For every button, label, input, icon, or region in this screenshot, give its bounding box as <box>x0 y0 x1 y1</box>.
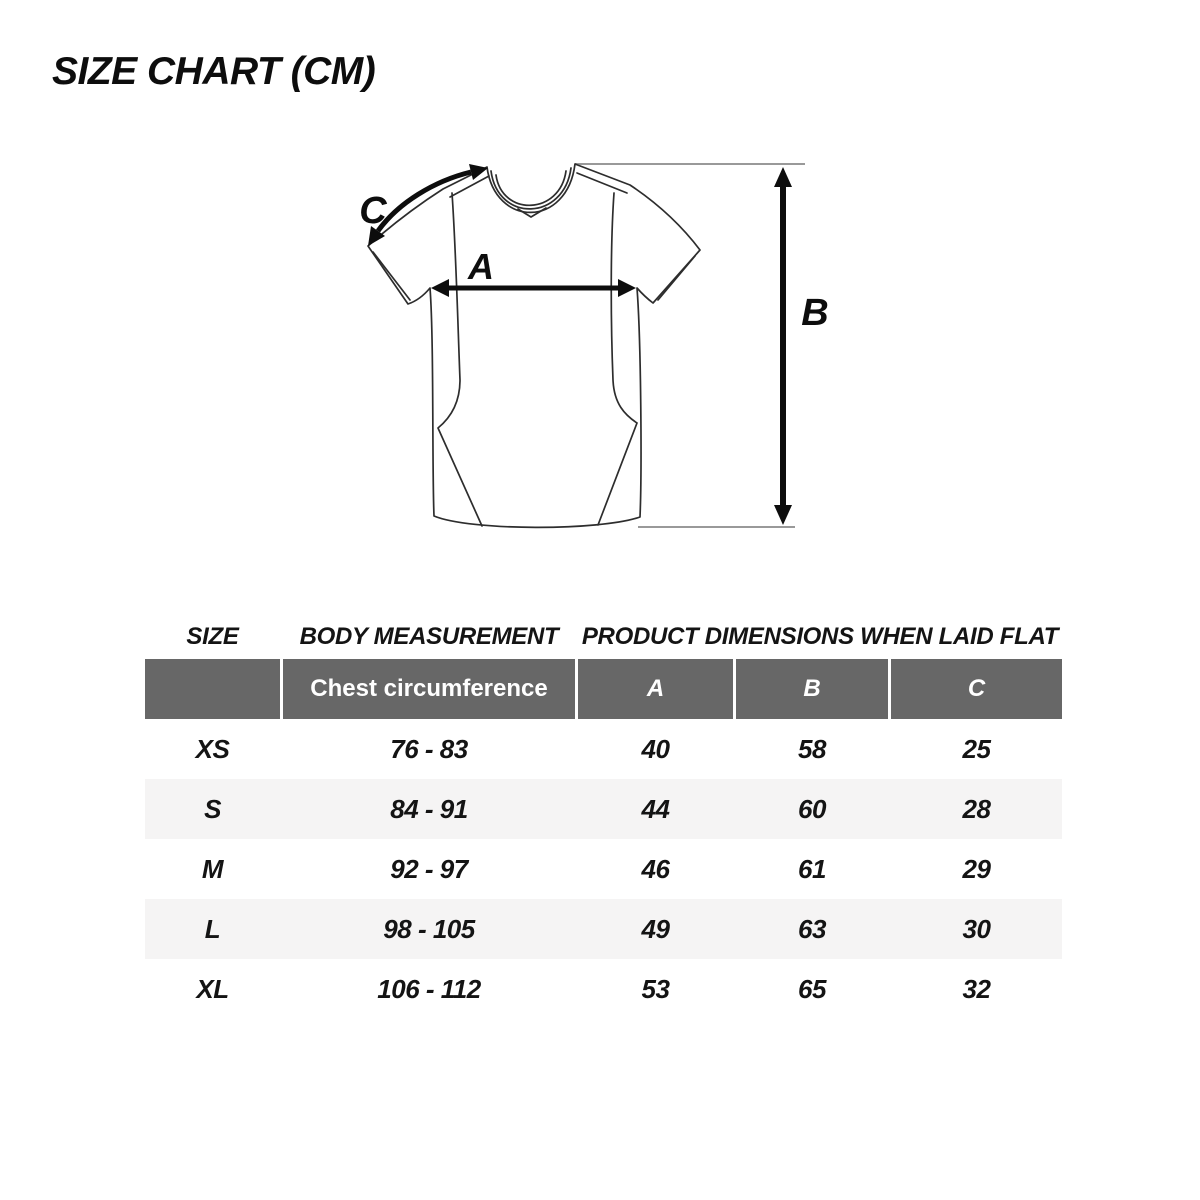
table-row-xs <box>145 719 1062 779</box>
label-c: C <box>359 190 387 232</box>
size-chart-table <box>145 614 1062 1019</box>
table-row-s <box>145 779 1062 839</box>
table-sub-header-row <box>145 659 1062 719</box>
sub-header-chest-circumference: Chest circumference <box>283 659 575 719</box>
size-cell: S <box>204 793 221 824</box>
tshirt-illustration <box>368 164 700 527</box>
b-cell: 61 <box>798 853 826 884</box>
a-cell: 40 <box>641 733 670 764</box>
chest-cell: 106 - 112 <box>377 973 481 1004</box>
size-cell: XS <box>195 733 230 764</box>
size-cell: L <box>204 913 221 944</box>
table-group-header-row <box>145 614 1062 659</box>
b-cell: 60 <box>798 793 826 824</box>
label-b: B <box>801 292 829 334</box>
chest-cell: 84 - 91 <box>390 793 468 824</box>
sub-header-a: A <box>578 659 733 719</box>
a-cell: 49 <box>641 913 670 944</box>
sub-header-b: B <box>736 659 888 719</box>
page-title: SIZE CHART (CM) <box>52 50 376 93</box>
measurement-arrow-b <box>774 167 792 525</box>
c-cell: 25 <box>962 733 991 764</box>
b-cell: 63 <box>798 913 826 944</box>
group-header-size: SIZE <box>186 622 239 650</box>
chest-cell: 76 - 83 <box>390 733 468 764</box>
group-header-product-dimensions: PRODUCT DIMENSIONS WHEN LAID FLAT <box>581 622 1059 650</box>
size-cell: XL <box>196 973 229 1004</box>
table-row-l <box>145 899 1062 959</box>
group-header-body-measurement: BODY MEASUREMENT <box>299 622 559 650</box>
table-row-m <box>145 839 1062 899</box>
a-cell: 53 <box>641 973 670 1004</box>
a-cell: 44 <box>641 793 670 824</box>
chest-cell: 92 - 97 <box>390 853 468 884</box>
label-a: A <box>468 246 494 287</box>
sub-header-c: C <box>891 659 1062 719</box>
size-cell: M <box>201 853 224 884</box>
b-cell: 65 <box>798 973 826 1004</box>
c-cell: 29 <box>962 853 991 884</box>
chest-cell: 98 - 105 <box>383 913 475 944</box>
c-cell: 28 <box>962 793 991 824</box>
c-cell: 30 <box>962 913 991 944</box>
table-row-xl <box>145 959 1062 1019</box>
b-cell: 58 <box>798 733 826 764</box>
sub-header-size-blank <box>145 659 280 719</box>
c-cell: 32 <box>962 973 991 1004</box>
tshirt-outline <box>368 164 700 527</box>
a-cell: 46 <box>641 853 670 884</box>
